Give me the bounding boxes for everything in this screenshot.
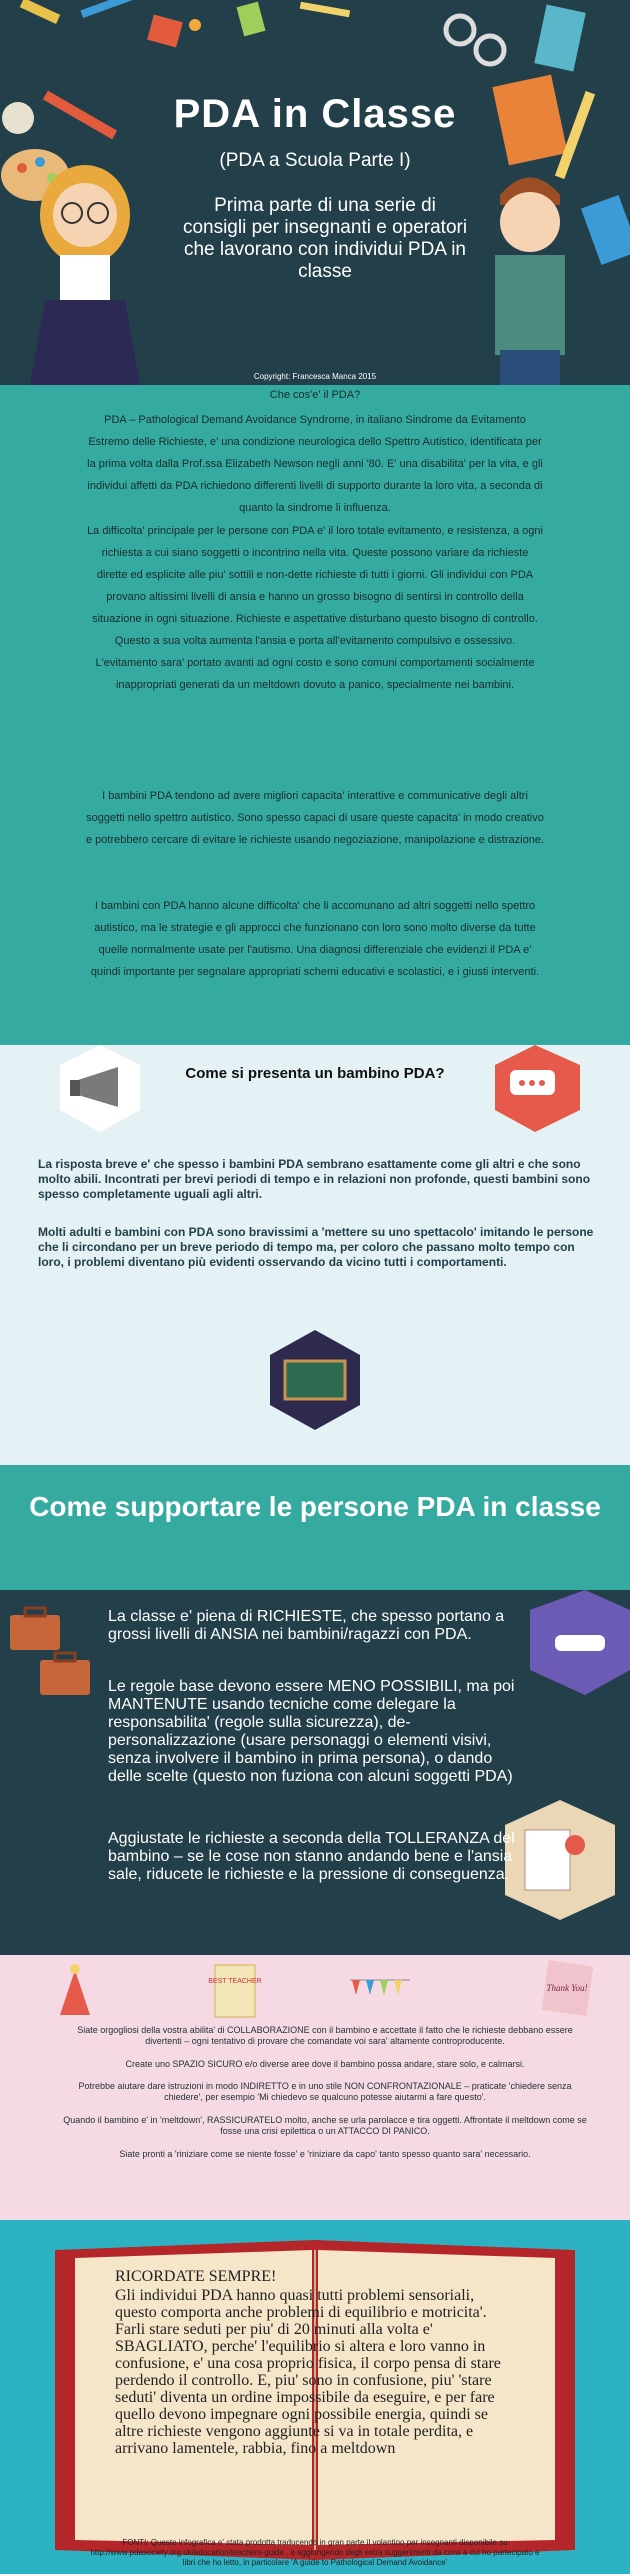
paragraph: Le regole base devono essere MENO POSSIBILI, ma poi MANTENUTE usando tecniche come delegare la responsabilita' (regole sulla sicurezza), de-personalizzazione (usare personaggi o elementi visivi, senza involvere il bambino in prima persona), o dando delle scelte (questo non fuziona con alcuni soggetti PDA) bbox=[108, 1678, 515, 1785]
paragraph: Siate pronti a 'riniziare come se niente fosse' e 'riniziare da capo' tanto spesso quanto sara' necessario. bbox=[119, 2149, 531, 2159]
scissors-icon bbox=[446, 16, 474, 44]
paragraph: Aggiustate le richieste a seconda della TOLLERANZA del bambino – se le cose non stanno andando bene e l'ansia sale, riducete le richieste e la pressione di conseguenza. bbox=[108, 1830, 515, 1883]
header-banner bbox=[0, 0, 630, 385]
presentation-section bbox=[0, 1045, 630, 1465]
support-banner bbox=[0, 1465, 630, 1590]
chalkboard-icon bbox=[270, 1330, 360, 1430]
paragraph: Quando il bambino e' in 'meltdown', RASSICURATELO molto, anche se urla parolacce e tira oggetti. Affrontate il meltdown come se fosse una crisi epilettica o un ATTACCO DI PANICO. bbox=[63, 2115, 587, 2136]
remember-body: Gli individui PDA hanno quasi tutti problemi sensoriali, questo comporta anche problemi di equilibrio e motricita'. Farli stare seduti per piu' di 20 minuti alla volta e' SBAGLIATO, perche' l'equilibrio si altera e loro vanno in confusione, e' una cosa proprio fisica, il corpo pensa di stare perdendo il controllo. E, piu' sono in confusione, piu' 'stare seduti' diventa un ordine impossibile da eseguire, e per fare quello devono impegnare ogni possibile energia, quindi se altre richieste vengono aggiunte si va in totale perdita, e arrivano lamentele, rabbia, fino a meltdown bbox=[115, 2287, 501, 2457]
copyright: Copyright: Francesca Manca 2015 bbox=[253, 372, 377, 381]
megaphone-icon bbox=[60, 1045, 140, 1132]
sources-note: FONTI: Queste infografica e' stata prodotta traducendo in gran parte il volantino per insegnanti disponibile su http://www.pdasociety.org.uk/education/teachers-guide , e aggiungendo degli extra suggerimenti da corsi a cui ho partecipato e libri che ho letto, in particolare 'A guide to Pathological Demand Avoidance' bbox=[90, 2538, 540, 2567]
thank-you-note-icon bbox=[542, 1960, 594, 2016]
page-subtitle: (PDA a Scuola Parte I) bbox=[219, 150, 411, 171]
party-hat-icon bbox=[60, 1964, 90, 2015]
paragraph: Siate orgogliosi della vostra abilita' di COLLABORAZIONE con il bambino e accettate il fatto che le richieste debbano essere divertenti – ogni tentativo di provare che comandate voi sara' altamente controproducente. bbox=[77, 2025, 573, 2046]
bunting-icon bbox=[350, 1980, 410, 1995]
paragraph: Potrebbe aiutare dare istruzioni in modo INDIRETTO e in uno stile NON CONFRONTAZIONALE – praticate 'chiedere senza chiedere', per esempio 'Mi chiedevo se qualcuno potesse aiutarmi a fare questo'. bbox=[78, 2081, 572, 2102]
section-question: Che cos'e' il PDA? bbox=[269, 389, 361, 401]
badge-label: BEST TEACHER bbox=[208, 1978, 262, 1985]
handshake-icon bbox=[530, 1590, 630, 1695]
briefcase-icon bbox=[10, 1608, 90, 1695]
paragraph: La difficolta' principale per le persone con PDA e' il loro totale evitamento, e resistenza, a ogni richiesta a cui siano soggetti o incontrino nella vita. Queste possono variare da richieste dirette ed esplicite alle piu' sottili e non-dette richieste di tutti i giorni. Gli individui con PDA provano altissimi livelli di ansia e hanno un grosso bisogno di sentirsi in controllo della situazione in ogni situazione. Richieste e aspettative disturbano questo bisogno di controllo. Questo a sua volta aumenta l'ansia e porta all'evitamento compulsivo e ossessivo. L'evitamento sara' portato avanti ad ogni costo e sono comuni comportamenti socialmente inappropriati generati da un meltdown dovuto a panico, specialmente nei bambini. bbox=[87, 525, 543, 691]
paragraph: La risposta breve e' che spesso i bambini PDA sembrano esattamente come gli altri e che sono molto abili. Incontrati per brevi periodi di tempo e in relazioni non profonde, questi bambini sono spesso completamente uguali agli altri. bbox=[38, 1157, 591, 1201]
stationery-illustration bbox=[0, 0, 630, 385]
paragraph: Molti adulti e bambini con PDA sono bravissimi a 'mettere su uno spettacolo' imitando le persone che li circondano per un breve periodo di tempo ma, per coloro che passano molto tempo con loro, i problemi diventano più evidenti osservando da vicino tutti i comportamenti. bbox=[38, 1225, 594, 1269]
remember-section bbox=[0, 2220, 630, 2574]
section-heading: Come si presenta un bambino PDA? bbox=[185, 1065, 445, 1082]
intro-text: Prima parte di una serie di consigli per insegnanti e operatori che lavorano con individui PDA in classe bbox=[182, 195, 468, 282]
boy-illustration bbox=[495, 178, 565, 386]
documents-icon bbox=[505, 1800, 615, 1920]
tips-section bbox=[0, 1955, 630, 2220]
paragraph: I bambini con PDA hanno alcune difficolta' che li accomunano ad altri soggetti nello spettro autistico, ma le strategie e gli approcci che funzionano con loro sono molto diverse da tutte quelle normalmente usate per l'autismo. Una diagnosi differenziale che evidenzi il PDA e' quindi importante per segnalare appropriati schemi educativi e scolastici, e i giusti interventi. bbox=[90, 900, 540, 978]
classroom-section bbox=[0, 1590, 630, 1955]
note-label: Thank You! bbox=[546, 1983, 588, 1993]
speech-bubble-icon bbox=[495, 1045, 580, 1132]
girl-illustration bbox=[30, 165, 140, 385]
paragraph: I bambini PDA tendono ad avere migliori capacita' interattive e communicative degli altri soggetti nello spettro autistico. Sono spesso capaci di usare queste capacita' in modo creativo e potrebbero cercare di evitare le richieste usando negoziazione, manipolazione e distrazione. bbox=[86, 790, 544, 846]
remember-heading: RICORDATE SEMPRE! bbox=[115, 2268, 277, 2285]
paragraph: La classe e' piena di RICHIESTE, che spesso portano a grossi livelli di ANSIA nei bambini/ragazzi con PDA. bbox=[108, 1608, 505, 1643]
page-title: PDA in Classe bbox=[173, 92, 457, 136]
paragraph: Create uno SPAZIO SICURO e/o diverse aree dove il bambino possa andare, stare solo, e calmarsi. bbox=[125, 2059, 525, 2069]
paragraph: PDA – Pathological Demand Avoidance Syndrome, in italiano Sindrome da Evitamento Estremo delle Richieste, e' una condizione neurologica dello Spettro Autistico, identificata per la prima volta dalla Prof.ssa Elizabeth Newson negli anni '80. E' una disabilita' per la vita, e gli individui affetti da PDA richiedono differenti livelli di supporto durante la loro vita, a seconda di quanto la sindrome li influenza. bbox=[87, 414, 543, 514]
section-heading: Come supportare le persone PDA in classe bbox=[29, 1491, 601, 1522]
best-teacher-badge-icon bbox=[208, 1965, 261, 2017]
what-is-pda-section bbox=[0, 385, 630, 1045]
